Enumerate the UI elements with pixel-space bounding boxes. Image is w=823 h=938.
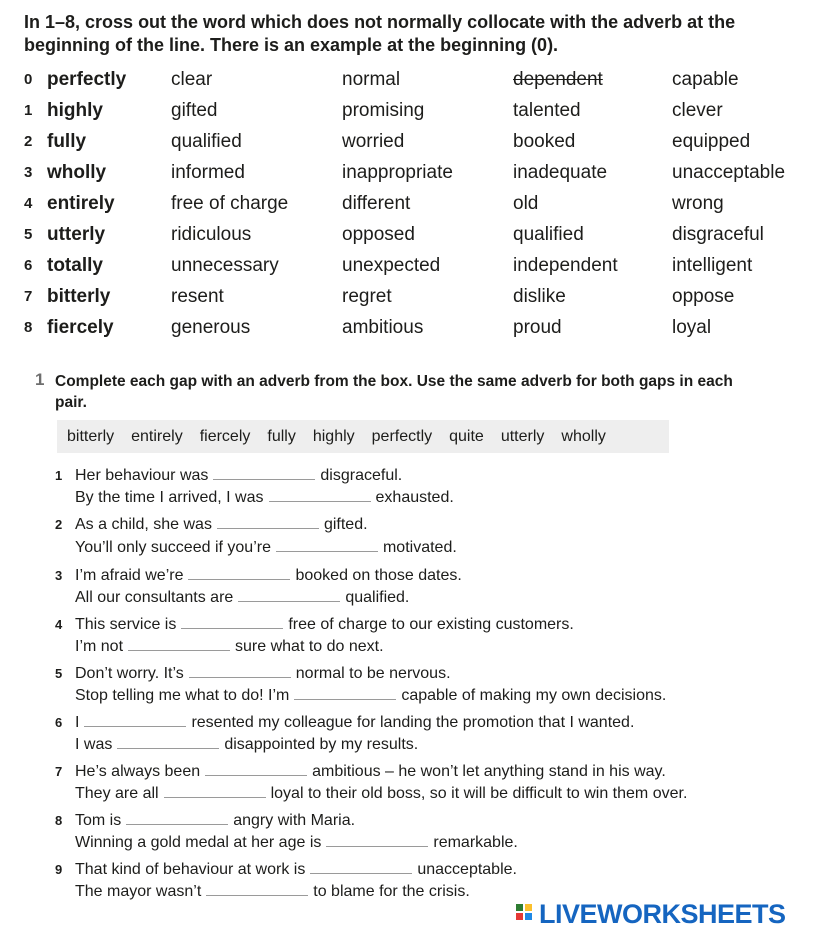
box-word: utterly <box>500 427 545 445</box>
box-word: bitterly <box>67 427 115 445</box>
word-option-crossed-out[interactable]: dependent <box>513 69 603 90</box>
item-number: 6 <box>55 715 63 730</box>
word-option[interactable]: booked <box>513 131 576 152</box>
word-option[interactable]: unnecessary <box>171 255 279 276</box>
row-adverb: fully <box>47 131 87 152</box>
sentence-line: Tom is angry with Maria. <box>75 812 356 829</box>
word-option[interactable]: inappropriate <box>342 162 453 183</box>
sentence-line: I was disappointed by my results. <box>75 736 419 753</box>
answer-gap[interactable] <box>294 698 396 700</box>
item-number: 1 <box>55 468 63 483</box>
word-option[interactable]: promising <box>342 100 425 121</box>
answer-gap[interactable] <box>117 747 219 749</box>
answer-gap[interactable] <box>217 527 319 529</box>
box-word: fully <box>267 427 296 445</box>
answer-gap[interactable] <box>126 823 228 825</box>
word-option[interactable]: clear <box>171 69 213 90</box>
item-number: 4 <box>55 617 63 632</box>
sentence-line: I’m not sure what to do next. <box>75 638 384 655</box>
sentence-line: Don’t worry. It’s normal to be nervous. <box>75 665 451 682</box>
item-number: 5 <box>55 666 63 681</box>
row-number: 8 <box>24 319 33 336</box>
sentence-line: By the time I arrived, I was exhausted. <box>75 489 454 506</box>
row-adverb: bitterly <box>47 286 111 307</box>
row-adverb: utterly <box>47 224 106 245</box>
exercise-1-instruction: In 1–8, cross out the word which does not normally collocate with the adverb at the beginning of the line. There is an example at the beginning (0). <box>24 12 736 55</box>
sentence-line: You’ll only succeed if you’re motivated. <box>75 539 457 556</box>
row-adverb: perfectly <box>47 69 127 90</box>
sentence-line: Stop telling me what to do! I’m capable of making my own decisions. <box>75 687 667 704</box>
word-option[interactable]: dislike <box>513 286 566 307</box>
word-option[interactable]: talented <box>513 100 581 121</box>
item-number: 7 <box>55 764 63 779</box>
word-option[interactable]: worried <box>342 131 405 152</box>
answer-gap[interactable] <box>269 500 371 502</box>
sentence-line: I resented my colleague for landing the promotion that I wanted. <box>75 714 635 731</box>
row-number: 3 <box>24 164 33 181</box>
word-option[interactable]: wrong <box>672 193 724 214</box>
item-number: 2 <box>55 517 63 532</box>
word-option[interactable]: normal <box>342 69 401 90</box>
answer-gap[interactable] <box>84 725 186 727</box>
word-option[interactable]: intelligent <box>672 255 753 276</box>
word-option[interactable]: different <box>342 193 411 214</box>
answer-gap[interactable] <box>326 845 428 847</box>
row-adverb: totally <box>47 255 103 276</box>
sentence-line: As a child, she was gifted. <box>75 516 368 533</box>
row-number: 0 <box>24 71 33 88</box>
word-option[interactable]: capable <box>672 69 739 90</box>
answer-gap[interactable] <box>206 894 308 896</box>
box-word: highly <box>312 427 355 445</box>
word-option[interactable]: qualified <box>171 131 242 152</box>
row-adverb: fiercely <box>47 317 114 338</box>
answer-gap[interactable] <box>310 872 412 874</box>
word-option[interactable]: generous <box>171 317 251 338</box>
logo-text: LIVEWORKSHEETS <box>539 898 786 929</box>
word-option[interactable]: ambitious <box>342 317 424 338</box>
word-option[interactable]: loyal <box>672 317 712 338</box>
sentence-line: He’s always been ambitious – he won’t let anything stand in his way. <box>75 763 666 780</box>
box-word: quite <box>449 427 484 445</box>
word-option[interactable]: resent <box>171 286 224 307</box>
answer-gap[interactable] <box>205 774 307 776</box>
word-option[interactable]: oppose <box>672 286 735 307</box>
row-number: 7 <box>24 288 33 305</box>
word-option[interactable]: proud <box>513 317 562 338</box>
word-option[interactable]: disgraceful <box>672 224 764 245</box>
sentence-line: I’m afraid we’re booked on those dates. <box>75 567 462 584</box>
answer-gap[interactable] <box>164 796 266 798</box>
row-number: 1 <box>24 102 33 119</box>
row-number: 4 <box>24 195 33 212</box>
word-option[interactable]: gifted <box>171 100 218 121</box>
answer-gap[interactable] <box>276 550 378 552</box>
exercise-2-number: 1 <box>35 370 45 389</box>
word-option[interactable]: equipped <box>672 131 751 152</box>
sentence-line: All our consultants are qualified. <box>75 589 410 606</box>
word-option[interactable]: regret <box>342 286 392 307</box>
adverb-word-box <box>57 420 669 453</box>
sentence-line: Winning a gold medal at her age is remarkable. <box>75 834 518 851</box>
box-word: perfectly <box>371 427 433 445</box>
answer-gap[interactable] <box>238 600 340 602</box>
row-number: 6 <box>24 257 33 274</box>
answer-gap[interactable] <box>189 676 291 678</box>
word-option[interactable]: clever <box>672 100 723 121</box>
item-number: 8 <box>55 813 63 828</box>
sentence-line: The mayor wasn’t to blame for the crisis. <box>75 883 470 900</box>
box-word: entirely <box>131 427 183 445</box>
answer-gap[interactable] <box>181 627 283 629</box>
word-option[interactable]: unexpected <box>342 255 441 276</box>
answer-gap[interactable] <box>213 478 315 480</box>
word-option[interactable]: inadequate <box>513 162 608 183</box>
word-option[interactable]: opposed <box>342 224 415 245</box>
row-number: 2 <box>24 133 33 150</box>
sentence-line: They are all loyal to their old boss, so it will be difficult to win them over. <box>75 785 688 802</box>
row-adverb: entirely <box>47 193 115 214</box>
word-option[interactable]: independent <box>513 255 618 276</box>
word-option[interactable]: unacceptable <box>672 162 786 183</box>
row-adverb: wholly <box>47 162 107 183</box>
word-option[interactable]: ridiculous <box>171 224 252 245</box>
item-number: 9 <box>55 862 63 877</box>
item-number: 3 <box>55 568 63 583</box>
row-adverb: highly <box>47 100 103 121</box>
box-word: wholly <box>561 427 606 445</box>
sentence-line: This service is free of charge to our existing customers. <box>75 616 574 633</box>
logo-squares-icon <box>516 902 536 926</box>
exercise-2-instruction: Complete each gap with an adverb from the box. Use the same adverb for both gaps in each pair. <box>55 373 733 411</box>
sentence-line: Her behaviour was disgraceful. <box>75 467 403 484</box>
answer-gap[interactable] <box>188 578 290 580</box>
sentence-line: That kind of behaviour at work is unacceptable. <box>75 861 517 878</box>
box-word: fiercely <box>199 427 251 445</box>
word-option[interactable]: old <box>513 193 539 214</box>
answer-gap[interactable] <box>128 649 230 651</box>
row-number: 5 <box>24 226 33 243</box>
word-option[interactable]: qualified <box>513 224 584 245</box>
word-option[interactable]: free of charge <box>171 193 289 214</box>
word-option[interactable]: informed <box>171 162 245 183</box>
liveworksheets-logo <box>516 898 786 930</box>
